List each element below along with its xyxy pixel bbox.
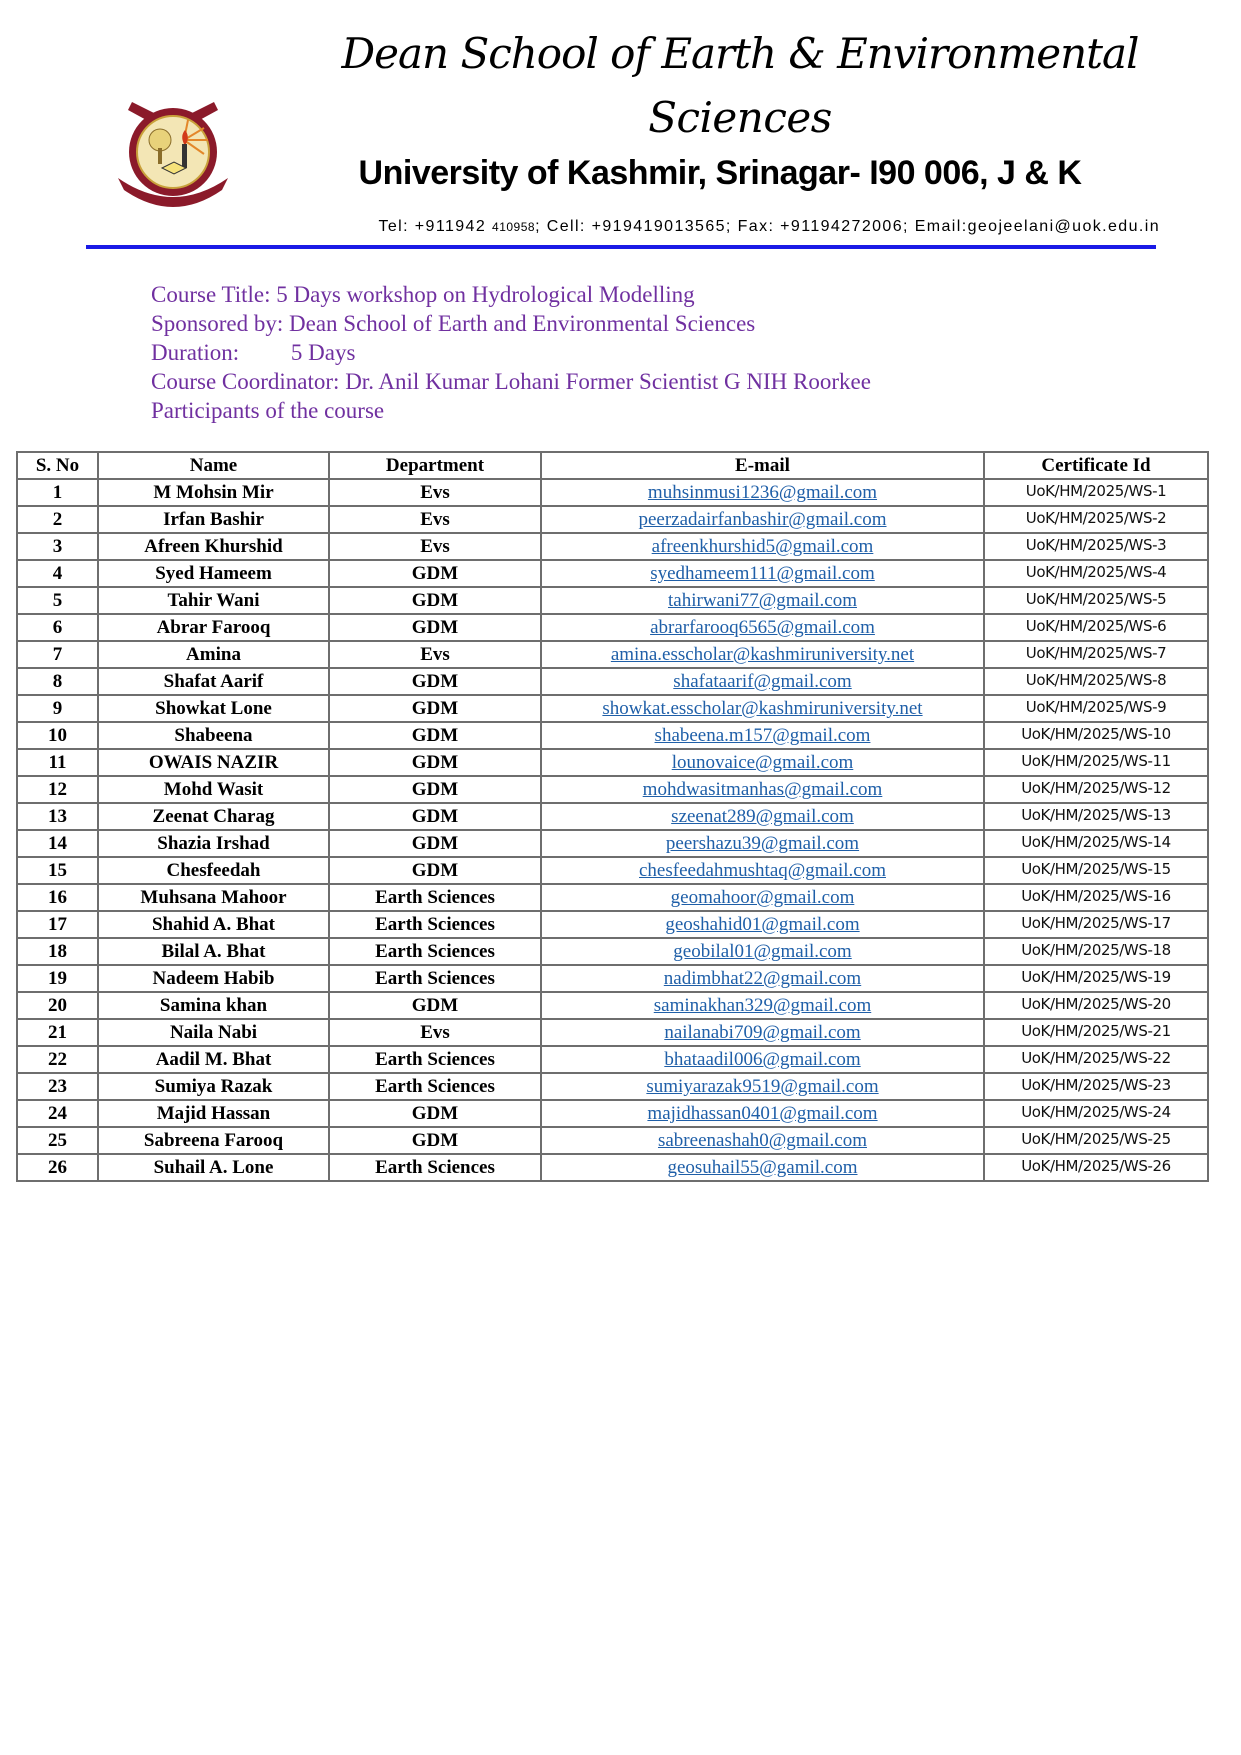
email-cell xyxy=(541,722,984,749)
email-cell xyxy=(541,1046,984,1073)
department-cell: Evs xyxy=(329,506,541,533)
participant-name-cell: Shabeena xyxy=(98,722,329,749)
email-cell xyxy=(541,776,984,803)
certificate-id-cell: UoK/HM/2025/WS-15 xyxy=(984,857,1208,884)
email-link[interactable]: chesfeedahmushtaq@gmail.com xyxy=(639,860,886,881)
department-cell: GDM xyxy=(329,695,541,722)
serial-number-cell: 14 xyxy=(17,830,98,857)
course-duration: Duration: 5 Days xyxy=(151,340,356,365)
header-department: Department xyxy=(329,452,541,479)
email-link[interactable]: geobilal01@gmail.com xyxy=(673,941,852,962)
serial-number-cell: 12 xyxy=(17,776,98,803)
contact-rest: ; Cell: +919419013565; Fax: +91194272006; Email:geojeelani@uok.edu.in xyxy=(535,218,1160,235)
table-row xyxy=(17,533,1208,560)
table-row xyxy=(17,1127,1208,1154)
certificate-id-cell: UoK/HM/2025/WS-14 xyxy=(984,830,1208,857)
email-cell xyxy=(541,803,984,830)
serial-number-cell: 19 xyxy=(17,965,98,992)
serial-number-cell: 3 xyxy=(17,533,98,560)
email-link[interactable]: szeenat289@gmail.com xyxy=(671,806,854,827)
table-row xyxy=(17,938,1208,965)
table-row xyxy=(17,1073,1208,1100)
participant-name-cell: Zeenat Charag xyxy=(98,803,329,830)
email-link[interactable]: tahirwani77@gmail.com xyxy=(668,590,857,611)
email-cell xyxy=(541,1127,984,1154)
department-cell: GDM xyxy=(329,803,541,830)
serial-number-cell: 22 xyxy=(17,1046,98,1073)
certificate-id-cell: UoK/HM/2025/WS-4 xyxy=(984,560,1208,587)
certificate-id-cell: UoK/HM/2025/WS-20 xyxy=(984,992,1208,1019)
department-cell: GDM xyxy=(329,776,541,803)
serial-number-cell: 1 xyxy=(17,479,98,506)
email-cell xyxy=(541,587,984,614)
participant-name-cell: Bilal A. Bhat xyxy=(98,938,329,965)
participant-name-cell: Syed Hameem xyxy=(98,560,329,587)
serial-number-cell: 11 xyxy=(17,749,98,776)
email-cell xyxy=(541,830,984,857)
email-cell xyxy=(541,884,984,911)
department-cell: Evs xyxy=(329,1019,541,1046)
serial-number-cell: 4 xyxy=(17,560,98,587)
email-cell xyxy=(541,479,984,506)
participant-name-cell: Sabreena Farooq xyxy=(98,1127,329,1154)
participant-name-cell: Abrar Farooq xyxy=(98,614,329,641)
department-cell: GDM xyxy=(329,1100,541,1127)
participant-name-cell: Aadil M. Bhat xyxy=(98,1046,329,1073)
email-link[interactable]: lounovaice@gmail.com xyxy=(671,752,854,773)
email-cell xyxy=(541,506,984,533)
serial-number-cell: 18 xyxy=(17,938,98,965)
table-header-row xyxy=(17,452,1208,479)
table-row xyxy=(17,668,1208,695)
serial-number-cell: 9 xyxy=(17,695,98,722)
email-link[interactable]: syedhameem111@gmail.com xyxy=(650,563,875,584)
serial-number-cell: 24 xyxy=(17,1100,98,1127)
header-sno: S. No xyxy=(17,452,98,479)
certificate-id-cell: UoK/HM/2025/WS-9 xyxy=(984,695,1208,722)
table-row xyxy=(17,1100,1208,1127)
certificate-id-cell: UoK/HM/2025/WS-26 xyxy=(984,1154,1208,1181)
email-link[interactable]: amina.esscholar@kashmiruniversity.net xyxy=(610,644,915,665)
email-link[interactable]: saminakhan329@gmail.com xyxy=(653,995,872,1016)
header-email: E-mail xyxy=(541,452,984,479)
certificate-id-cell: UoK/HM/2025/WS-23 xyxy=(984,1073,1208,1100)
serial-number-cell: 5 xyxy=(17,587,98,614)
certificate-id-cell: UoK/HM/2025/WS-17 xyxy=(984,911,1208,938)
email-link[interactable]: muhsinmusi1236@gmail.com xyxy=(647,482,878,503)
participant-name-cell: Nadeem Habib xyxy=(98,965,329,992)
department-cell: Earth Sciences xyxy=(329,1046,541,1073)
email-cell xyxy=(541,938,984,965)
department-cell: GDM xyxy=(329,857,541,884)
participant-name-cell: Chesfeedah xyxy=(98,857,329,884)
email-cell xyxy=(541,1154,984,1181)
participant-name-cell: Shahid A. Bhat xyxy=(98,911,329,938)
department-cell: Earth Sciences xyxy=(329,884,541,911)
university-seal-icon xyxy=(104,92,242,212)
email-link[interactable]: nailanabi709@gmail.com xyxy=(664,1022,861,1043)
serial-number-cell: 13 xyxy=(17,803,98,830)
email-link[interactable]: majidhassan0401@gmail.com xyxy=(647,1103,878,1124)
serial-number-cell: 21 xyxy=(17,1019,98,1046)
header-divider xyxy=(86,245,1156,249)
contact-tel-suffix: 410958 xyxy=(492,220,536,234)
email-link[interactable]: sumiyarazak9519@gmail.com xyxy=(646,1076,879,1097)
participant-name-cell: Naila Nabi xyxy=(98,1019,329,1046)
serial-number-cell: 26 xyxy=(17,1154,98,1181)
contact-prefix: Tel: +911942 xyxy=(378,218,493,235)
table-row xyxy=(17,857,1208,884)
table-row xyxy=(17,1154,1208,1181)
participant-name-cell: OWAIS NAZIR xyxy=(98,749,329,776)
email-cell xyxy=(541,560,984,587)
table-row xyxy=(17,803,1208,830)
email-cell xyxy=(541,533,984,560)
participant-name-cell: Showkat Lone xyxy=(98,695,329,722)
email-cell xyxy=(541,749,984,776)
course-coordinator: Course Coordinator: Dr. Anil Kumar Lohani Former Scientist G NIH Roorkee xyxy=(151,369,871,394)
email-link[interactable]: shafataarif@gmail.com xyxy=(673,671,852,692)
email-cell xyxy=(541,1019,984,1046)
certificate-id-cell: UoK/HM/2025/WS-5 xyxy=(984,587,1208,614)
participant-name-cell: Shafat Aarif xyxy=(98,668,329,695)
serial-number-cell: 15 xyxy=(17,857,98,884)
email-link[interactable]: afreenkhurshid5@gmail.com xyxy=(651,536,874,557)
header-certificate-id: Certificate Id xyxy=(984,452,1208,479)
certificate-id-cell: UoK/HM/2025/WS-21 xyxy=(984,1019,1208,1046)
email-link[interactable]: peerzadairfanbashir@gmail.com xyxy=(638,509,887,530)
participants-table xyxy=(16,451,1209,1182)
table-row xyxy=(17,641,1208,668)
serial-number-cell: 23 xyxy=(17,1073,98,1100)
serial-number-cell: 2 xyxy=(17,506,98,533)
course-title: Course Title: 5 Days workshop on Hydrological Modelling xyxy=(151,282,695,307)
certificate-id-cell: UoK/HM/2025/WS-19 xyxy=(984,965,1208,992)
table-row xyxy=(17,776,1208,803)
department-cell: GDM xyxy=(329,992,541,1019)
certificate-id-cell: UoK/HM/2025/WS-13 xyxy=(984,803,1208,830)
participant-name-cell: Mohd Wasit xyxy=(98,776,329,803)
table-row xyxy=(17,722,1208,749)
letterhead xyxy=(0,0,1241,260)
participant-name-cell: Samina khan xyxy=(98,992,329,1019)
table-row xyxy=(17,695,1208,722)
table-row xyxy=(17,479,1208,506)
email-cell xyxy=(541,992,984,1019)
school-title-continued: Sciences xyxy=(648,93,832,142)
department-cell: Earth Sciences xyxy=(329,911,541,938)
university-address: University of Kashmir, Srinagar- I90 006, J & K xyxy=(358,154,1082,192)
contact-details xyxy=(250,217,1160,237)
serial-number-cell: 16 xyxy=(17,884,98,911)
table-row xyxy=(17,614,1208,641)
participant-name-cell: Suhail A. Lone xyxy=(98,1154,329,1181)
department-cell: Evs xyxy=(329,641,541,668)
email-link[interactable]: geoshahid01@gmail.com xyxy=(665,914,860,935)
header-name: Name xyxy=(98,452,329,479)
course-info xyxy=(151,280,871,425)
email-link[interactable]: nadimbhat22@gmail.com xyxy=(663,968,862,989)
department-cell: GDM xyxy=(329,749,541,776)
serial-number-cell: 25 xyxy=(17,1127,98,1154)
participant-name-cell: M Mohsin Mir xyxy=(98,479,329,506)
department-cell: GDM xyxy=(329,668,541,695)
email-cell xyxy=(541,965,984,992)
serial-number-cell: 20 xyxy=(17,992,98,1019)
department-cell: Evs xyxy=(329,479,541,506)
serial-number-cell: 7 xyxy=(17,641,98,668)
table-row xyxy=(17,506,1208,533)
department-cell: Earth Sciences xyxy=(329,965,541,992)
department-cell: Earth Sciences xyxy=(329,938,541,965)
certificate-id-cell: UoK/HM/2025/WS-8 xyxy=(984,668,1208,695)
department-cell: GDM xyxy=(329,614,541,641)
certificate-id-cell: UoK/HM/2025/WS-24 xyxy=(984,1100,1208,1127)
participant-name-cell: Muhsana Mahoor xyxy=(98,884,329,911)
email-cell xyxy=(541,1073,984,1100)
participant-name-cell: Majid Hassan xyxy=(98,1100,329,1127)
email-cell xyxy=(541,857,984,884)
email-link[interactable]: peershazu39@gmail.com xyxy=(665,833,860,854)
serial-number-cell: 10 xyxy=(17,722,98,749)
department-cell: GDM xyxy=(329,1127,541,1154)
email-cell xyxy=(541,1100,984,1127)
certificate-id-cell: UoK/HM/2025/WS-22 xyxy=(984,1046,1208,1073)
table-row xyxy=(17,587,1208,614)
certificate-id-cell: UoK/HM/2025/WS-16 xyxy=(984,884,1208,911)
participant-name-cell: Irfan Bashir xyxy=(98,506,329,533)
table-row xyxy=(17,749,1208,776)
participants-heading: Participants of the course xyxy=(151,398,385,423)
participant-name-cell: Sumiya Razak xyxy=(98,1073,329,1100)
certificate-id-cell: UoK/HM/2025/WS-11 xyxy=(984,749,1208,776)
department-cell: Earth Sciences xyxy=(329,1154,541,1181)
certificate-id-cell: UoK/HM/2025/WS-12 xyxy=(984,776,1208,803)
email-link[interactable]: bhataadil006@gmail.com xyxy=(664,1049,861,1070)
department-cell: Evs xyxy=(329,533,541,560)
table-row xyxy=(17,1019,1208,1046)
table-row xyxy=(17,830,1208,857)
certificate-id-cell: UoK/HM/2025/WS-1 xyxy=(984,479,1208,506)
certificate-id-cell: UoK/HM/2025/WS-25 xyxy=(984,1127,1208,1154)
email-link[interactable]: geomahoor@gmail.com xyxy=(670,887,855,908)
email-link[interactable]: sabreenashah0@gmail.com xyxy=(657,1130,867,1151)
department-cell: Earth Sciences xyxy=(329,1073,541,1100)
table-row xyxy=(17,965,1208,992)
certificate-id-cell: UoK/HM/2025/WS-7 xyxy=(984,641,1208,668)
school-title: Dean School of Earth & Environmental xyxy=(341,29,1139,78)
serial-number-cell: 6 xyxy=(17,614,98,641)
department-cell: GDM xyxy=(329,560,541,587)
certificate-id-cell: UoK/HM/2025/WS-6 xyxy=(984,614,1208,641)
table-row xyxy=(17,1046,1208,1073)
certificate-id-cell: UoK/HM/2025/WS-2 xyxy=(984,506,1208,533)
email-cell xyxy=(541,695,984,722)
participant-name-cell: Amina xyxy=(98,641,329,668)
email-link[interactable]: showkat.esscholar@kashmiruniversity.net xyxy=(602,698,923,719)
department-cell: GDM xyxy=(329,830,541,857)
certificate-id-cell: UoK/HM/2025/WS-10 xyxy=(984,722,1208,749)
table-row xyxy=(17,911,1208,938)
serial-number-cell: 8 xyxy=(17,668,98,695)
table-row xyxy=(17,884,1208,911)
email-cell xyxy=(541,911,984,938)
serial-number-cell: 17 xyxy=(17,911,98,938)
certificate-id-cell: UoK/HM/2025/WS-3 xyxy=(984,533,1208,560)
email-cell xyxy=(541,641,984,668)
email-cell xyxy=(541,668,984,695)
certificate-id-cell: UoK/HM/2025/WS-18 xyxy=(984,938,1208,965)
email-link[interactable]: shabeena.m157@gmail.com xyxy=(654,725,871,746)
department-cell: GDM xyxy=(329,587,541,614)
email-link[interactable]: geosuhail55@gamil.com xyxy=(667,1157,858,1178)
participant-name-cell: Tahir Wani xyxy=(98,587,329,614)
email-link[interactable]: abrarfarooq6565@gmail.com xyxy=(650,617,875,638)
email-link[interactable]: mohdwasitmanhas@gmail.com xyxy=(642,779,883,800)
department-cell: GDM xyxy=(329,722,541,749)
email-cell xyxy=(541,614,984,641)
table-row xyxy=(17,560,1208,587)
course-sponsor: Sponsored by: Dean School of Earth and Environmental Sciences xyxy=(151,311,756,336)
participant-name-cell: Afreen Khurshid xyxy=(98,533,329,560)
table-row xyxy=(17,992,1208,1019)
participant-name-cell: Shazia Irshad xyxy=(98,830,329,857)
